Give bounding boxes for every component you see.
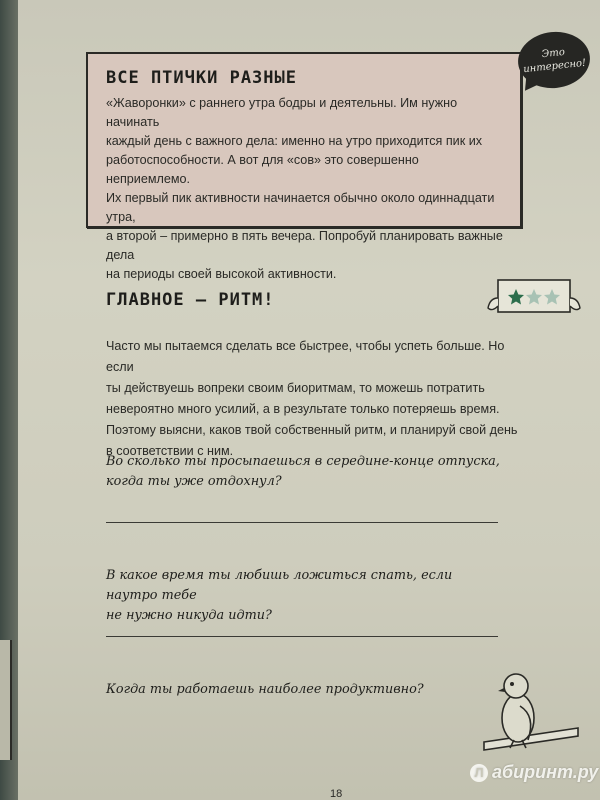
body-line: в соответствии с ним.: [106, 444, 234, 458]
bird-eye-icon: [510, 682, 514, 686]
section-title: ГЛАВНОЕ — РИТМ!: [106, 290, 275, 310]
bird-beak-icon: [498, 688, 505, 692]
info-box-line: каждый день с важного дела: именно на утро приходится пик их: [106, 134, 483, 148]
body-line: Часто мы пытаемся сделать все быстрее, чтобы успеть больше. Но если: [106, 339, 505, 374]
watermark-text: абиринт.ру: [492, 762, 599, 782]
answer-line-1[interactable]: [106, 522, 498, 523]
info-box: [86, 52, 522, 281]
left-hand-icon: [488, 298, 498, 310]
body-line: ты действуешь вопреки своим биоритмам, то можешь потратить: [106, 381, 485, 395]
left-page-stub: [0, 640, 12, 760]
question-2: [106, 566, 506, 626]
book-page: [18, 0, 600, 800]
info-box-line: на периоды своей высокой активности.: [106, 267, 337, 281]
info-box-line: а второй – примерно в пять вечера. Попробуй планировать важные дела: [106, 229, 503, 262]
right-hand-icon: [570, 298, 580, 310]
body-line: Поэтому выясни, каков твой собственный ритм, и планируй свой день: [106, 423, 518, 437]
info-box-line: работоспособности. А вот для «сов» это совершенно неприемлемо.: [106, 153, 419, 186]
info-box-line: Их первый пик активности начинается обычно около одиннадцати утра,: [106, 191, 495, 224]
bird-illustration: [474, 656, 584, 766]
question-2-line-2: не нужно никуда идти?: [106, 608, 272, 623]
question-2-line-1: В какое время ты любишь ложиться спать, если наутро тебе: [106, 568, 453, 603]
page-number: 18: [330, 788, 343, 800]
difficulty-rating: [484, 276, 584, 318]
watermark: [470, 762, 598, 783]
question-1: [106, 452, 506, 492]
question-3: [106, 680, 506, 700]
question-3-line-1: Когда ты работаешь наиболее продуктивно?: [106, 682, 424, 697]
watermark-logo-icon: Л: [470, 764, 488, 782]
bubble-line-2: интересно!: [522, 57, 587, 76]
info-box-line: «Жаворонки» с раннего утра бодры и деятельны. Им нужно начинать: [106, 96, 458, 129]
bird-head-icon: [504, 674, 528, 698]
answer-line-2[interactable]: [106, 636, 498, 637]
bubble-line-1: Это: [541, 46, 566, 61]
question-1-line-1: Во сколько ты просыпаешься в середине-конце отпуска,: [106, 454, 500, 469]
body-text: [106, 336, 526, 462]
info-box-text: [106, 94, 504, 284]
question-1-line-2: когда ты уже отдохнул?: [106, 474, 282, 489]
body-line: невероятно много усилий, а в результате только потеряешь время.: [106, 402, 500, 416]
info-box-title: ВСЕ ПТИЧКИ РАЗНЫЕ: [106, 68, 297, 88]
